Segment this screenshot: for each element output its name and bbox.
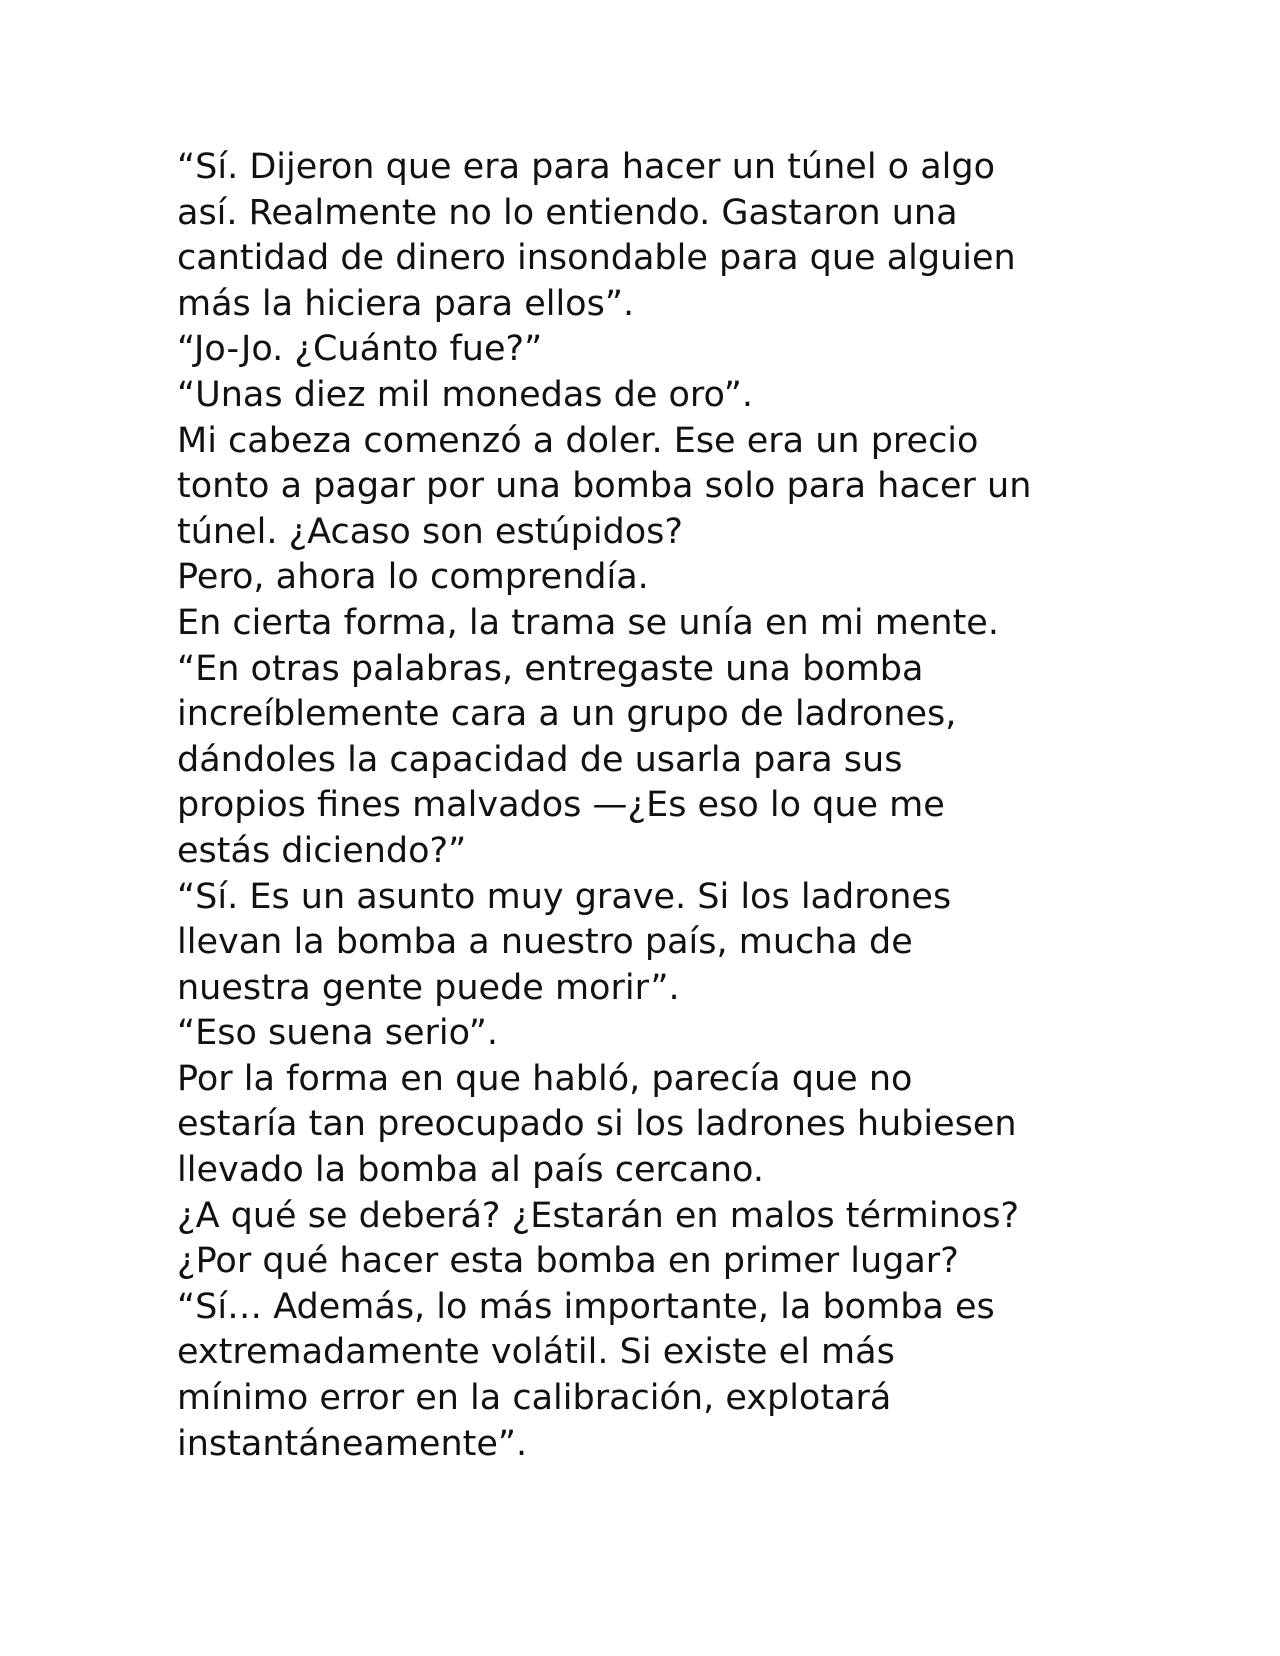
text-line: estaría tan preocupado si los ladrones hubiesen [177,1104,1017,1145]
text-line: “Eso suena serio”. [177,1013,499,1054]
text-line: estás diciendo?” [177,830,467,871]
text-line: “Unas diez mil monedas de oro”. [177,374,753,415]
text-line: mínimo error en la calibración, explotará [177,1378,892,1419]
text-line: más la hiciera para ellos”. [177,283,635,324]
text-line: Por la forma en que habló, parecía que no [177,1058,913,1099]
text-body [177,145,1237,1467]
text-line: dándoles la capacidad de usarla para sus [177,739,903,780]
text-line: extremadamente volátil. Si existe el más [177,1332,895,1373]
text-line: En cierta forma, la trama se unía en mi mente. [177,602,999,643]
text-line: llevado la bomba al país cercano. [177,1150,764,1191]
text-line: tonto a pagar por una bomba solo para hacer un [177,466,1032,507]
text-line: túnel. ¿Acaso son estúpidos? [177,511,683,552]
text-line: “Sí. Es un asunto muy grave. Si los ladrones [177,876,952,917]
text-line: Pero, ahora lo comprendía. [177,557,649,598]
text-line: llevan la bomba a nuestro país, mucha de [177,922,913,963]
text-line: Mi cabeza comenzó a doler. Ese era un precio [177,420,979,461]
text-line: así. Realmente no lo entiendo. Gastaron una [177,192,958,233]
text-line: “Sí… Además, lo más importante, la bomba es [177,1286,995,1327]
text-line: ¿Por qué hacer esta bomba en primer lugar? [177,1241,959,1282]
text-line: “En otras palabras, entregaste una bomba [177,648,924,689]
text-line: ¿A qué se deberá? ¿Estarán en malos términos? [177,1195,1020,1236]
text-line: increíblemente cara a un grupo de ladrones, [177,694,957,735]
text-line: cantidad de dinero insondable para que alguien [177,238,1016,279]
text-line: “Jo-Jo. ¿Cuánto fue?” [177,329,543,370]
text-line: instantáneamente”. [177,1423,528,1464]
text-line: nuestra gente puede morir”. [177,967,680,1008]
text-line: propios fines malvados —¿Es eso lo que me [177,785,945,826]
text-line: “Sí. Dijeron que era para hacer un túnel o algo [177,147,996,187]
